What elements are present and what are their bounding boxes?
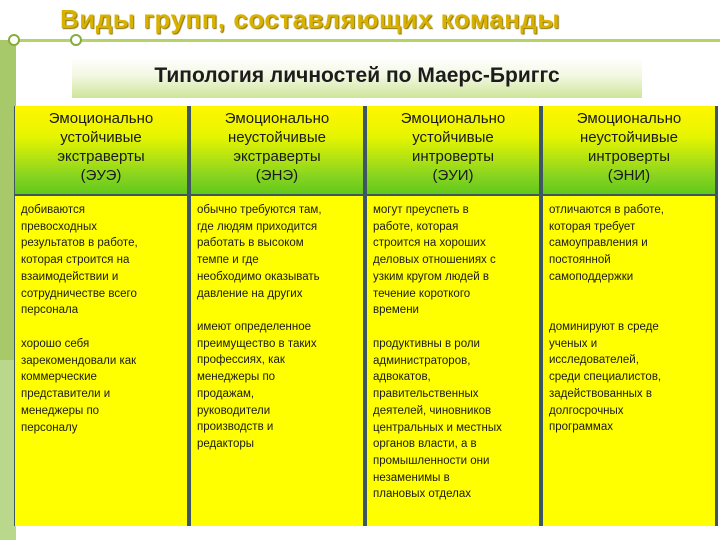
decor-dot-left — [8, 34, 20, 46]
cell-ene-work: обычно требуются там, где людям приходится работать в высоком темпе и где необходимо оказывать давление на других — [197, 204, 322, 300]
cell-eue-work: добиваются превосходных результатов в работе, которая строится на взаимодействии и сотрудничестве всего персонала — [21, 204, 138, 317]
title-underline — [14, 39, 720, 42]
cell-eui-professions: продуктивны в роли администраторов, адвокатов, правительственных деятелей, чиновников центральных и местных органов власти, а в промышленности они незаменимы в плановых отделах — [373, 338, 502, 501]
cell-eni-work: отличаются в работе, которая требует самоуправления и постоянной самоподдержки — [549, 204, 664, 283]
column-body-ene — [191, 196, 363, 526]
column-header-eui: Эмоционально устойчивые интроверты (ЭУИ) — [367, 106, 539, 194]
column-header-ene: Эмоционально неустойчивые экстраверты (ЭНЭ) — [191, 106, 363, 194]
cell-eue-professions: хорошо себя зарекомендовали как коммерческие представители и менеджеры по персоналу — [21, 338, 137, 434]
cell-ene-professions: имеют определенное преимущество в таких профессиях, как менеджеры по продажам, руководители производств и редакторы — [197, 321, 317, 450]
column-body-eni — [543, 196, 715, 526]
cell-eui-work: могут преуспеть в работе, которая строится на хороших деловых отношениях с узким кругом людей в течение короткого времени — [373, 204, 496, 317]
column-header-eni: Эмоционально неустойчивые интроверты (ЭНИ) — [543, 106, 715, 194]
column-body-eue — [15, 196, 187, 526]
column-body-eui — [367, 196, 539, 526]
slide-subtitle: Типология личностей по Маерс-Бриггс — [154, 64, 560, 87]
column-header-eue: Эмоционально устойчивые экстраверты (ЭУЭ) — [15, 106, 187, 194]
cell-eni-professions: доминируют в среде ученых и исследователей, среди специалистов, задействованных в долгосрочных программах — [549, 321, 662, 434]
slide-title: Виды групп, составляющих команды — [60, 4, 561, 34]
